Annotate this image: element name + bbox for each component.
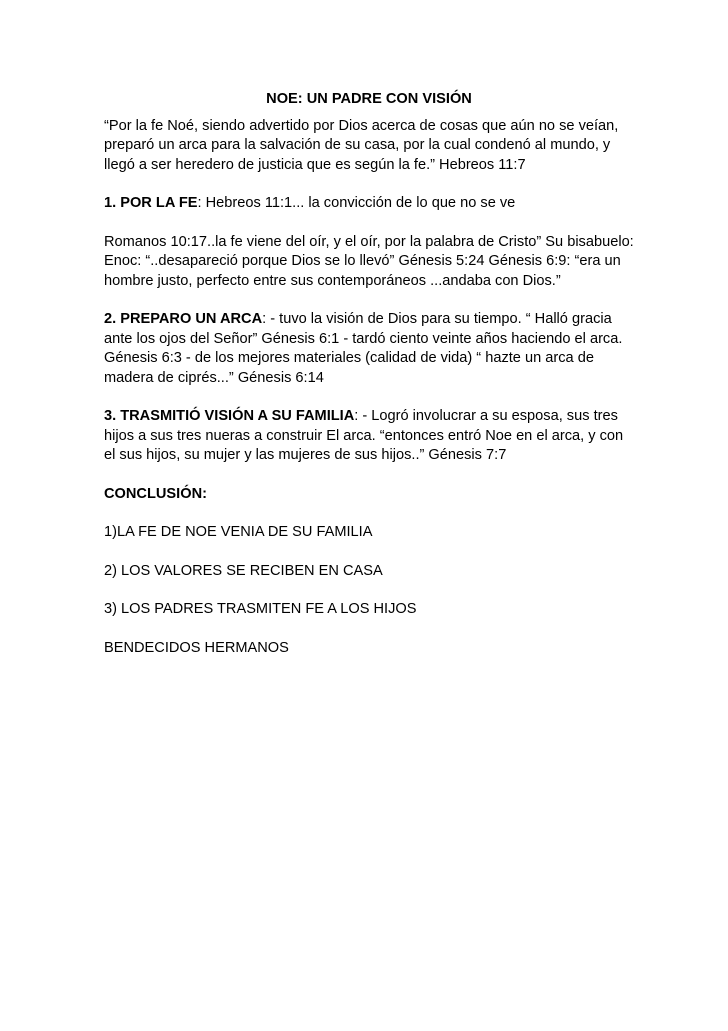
point-3-text: : - Logró involucrar a su esposa, sus tres hijos a sus tres nueras a construir El arca. “entonces entró Noe en el arca, y con el sus hijos, su mujer y las mujeres de sus hijos..” Génesis 7:7 (104, 408, 624, 463)
conclusion-item: 2) LOS VALORES SE RECIBEN EN CASA (104, 562, 383, 579)
closing-line: BENDECIDOS HERMANOS (104, 639, 289, 656)
point-1-text: : Hebreos 11:1... la convicción de lo que no se ve (197, 195, 516, 211)
conclusion-heading: CONCLUSIÓN: (104, 485, 207, 502)
document-title: NOE: UN PADRE CON VISIÓN (266, 91, 472, 107)
point-3-paragraph (104, 407, 634, 466)
point-3-label: 3. TRASMITIÓ VISIÓN A SU FAMILIA (104, 408, 355, 424)
point-2-paragraph (104, 310, 634, 388)
conclusion-item: 3) LOS PADRES TRASMITEN FE A LOS HIJOS (104, 601, 417, 617)
document-page (104, 90, 634, 677)
point-1-paragraph (104, 194, 634, 214)
conclusion-item: 1)LA FE DE NOE VENIA DE SU FAMILIA (104, 524, 373, 540)
intro-paragraph: “Por la fe Noé, siendo advertido por Dios acerca de cosas que aún no se veían, preparó un arca para la salvación de su casa, por la cual condenó al mundo, y llegó a ser heredero de justicia que es según la fe.” Hebreos 11:7 (104, 117, 619, 173)
point-1-label: 1. POR LA FE (104, 195, 198, 211)
romanos-paragraph: Romanos 10:17..la fe viene del oír, y el oír, por la palabra de Cristo” Su bisabuelo: Enoc: “..desapareció porque Dios se lo llevó” Génesis 5:24 Génesis 6:9: “era un hombre justo, perfecto entre sus contemporáneos ...andaba con Dios.” (104, 233, 634, 289)
point-2-text: : - tuvo la visión de Dios para su tiempo. “ Halló gracia ante los ojos del Señor” Génesis 6:1 - tardó ciento veinte años haciendo el arca. Génesis 6:3 - de los mejores materiales (calidad de vida) “ hazte un arca de madera de ciprés...” Génesis 6:14 (104, 311, 623, 386)
point-2-label: 2. PREPARO UN ARCA (104, 311, 263, 327)
